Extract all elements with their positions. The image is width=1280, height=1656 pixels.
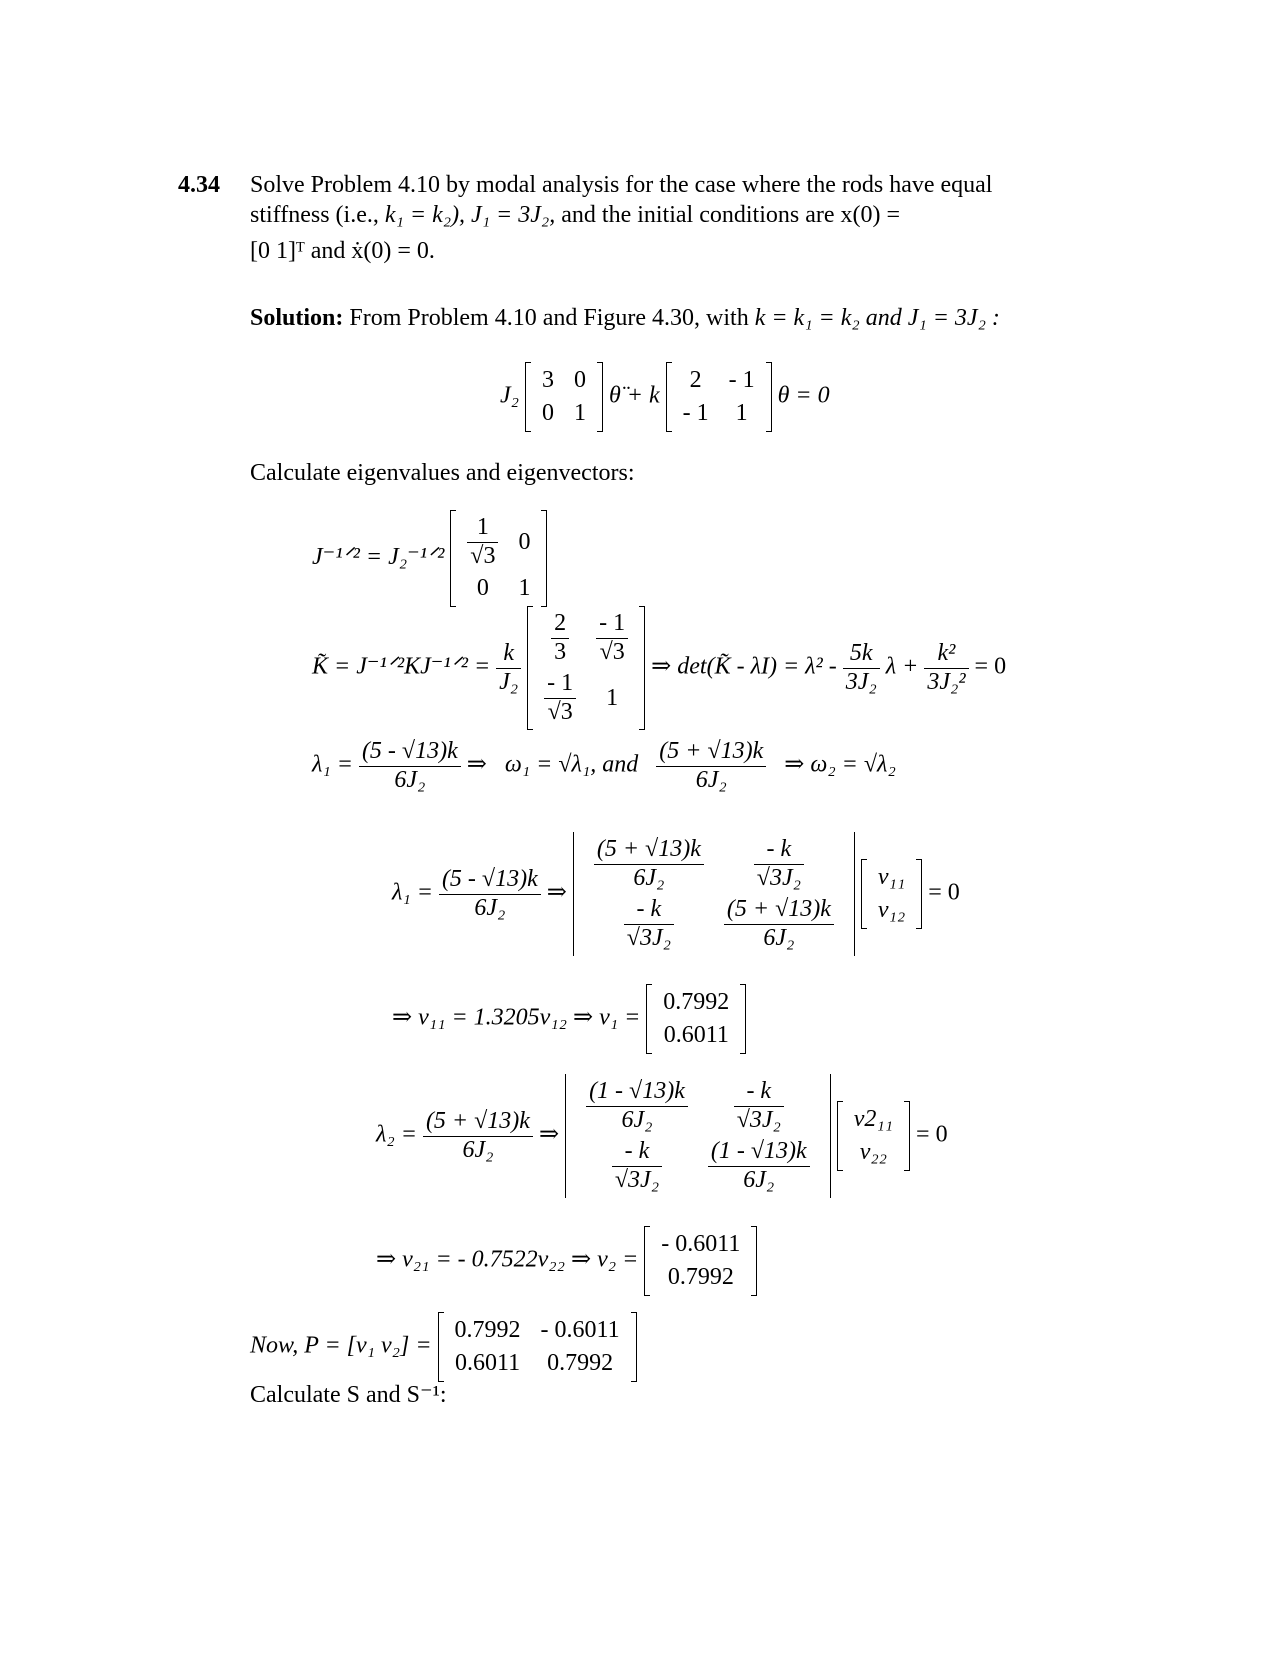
v2-lambda: λ₂ = [376,1121,417,1148]
v2-a12: $\frac{- k}{\text{√3J₂}}$ [734,1078,784,1134]
lambda1-lhs: λ₁ = [312,751,353,778]
problem-line-1: Solve Problem 4.10 by modal analysis for the case where the rods have equal [250,172,993,198]
j-inverse-sqrt [312,510,547,607]
m12: 0 [574,367,586,393]
line2-suffix: and the initial conditions are x(0) = [561,202,901,228]
line2-conditions: k₁ = k₂), J₁ = 3J₂, [384,202,556,228]
solution-line [250,305,1000,332]
problem-number: 4.34 [178,172,220,198]
final-line: Calculate S and S⁻¹: [250,1382,447,1408]
ktilde-term2: $\frac{\text{k²}}{\text{3J₂²}}$ [924,640,968,696]
p-matrix: 0.7992 - 0.6011 0.6011 0.7992 [438,1312,637,1382]
eom-rhs: θ = 0 [777,382,830,409]
line2-prefix: stiffness (i.e., [250,202,379,228]
jhalf-lhs: J⁻¹ᐟ² = J₂⁻¹ᐟ² [312,544,445,571]
jhalf-r1c2: 0 [518,528,531,555]
problem-line-2 [250,202,900,229]
omega2: ⇒ ω₂ = √λ₂ [784,751,896,778]
initial-vector: [0 1]ᵀ [250,238,305,264]
mass-matrix [525,362,603,432]
jhalf-r2c2: 1 [518,575,531,602]
eom-j: J₂ [500,382,519,409]
k11: 2 [689,367,702,393]
lambda-line [312,738,896,794]
eom-thetadd: θ̈ + k [609,382,660,409]
eigvec2-equation [376,1074,948,1198]
kt21: $\frac{- 1}{√3}$ [544,670,576,726]
ktilde-lhs: K̃ = J⁻¹ᐟ²KJ⁻¹ᐟ² = [312,653,491,680]
v2-values: - 0.6011 0.7992 [644,1226,757,1296]
solution-text: From Problem 4.10 and Figure 4.30, with [349,305,749,331]
v1-eq0: = 0 [928,879,960,906]
v2-a21: $\frac{- k}{\text{√3J₂}}$ [612,1138,662,1194]
v2-arrow: ⇒ [538,1121,560,1148]
m22: 1 [574,399,586,426]
kt12: $\frac{- 1}{√3}$ [596,610,628,666]
solution-condition: k = k₁ = k₂ and J₁ = 3J₂ : [754,305,1000,331]
eigvec1-result [392,984,746,1054]
kt22: 1 [606,684,619,711]
v1-a12: $\frac{- k}{\text{√3J₂}}$ [754,836,804,892]
solution-label: Solution: [250,305,344,331]
ktilde-k-over-j: $\frac{k}{\text{J₂}}$ [496,640,521,696]
k-tilde-equation [312,606,1006,730]
ktilde-term1: $\frac{5k}{\text{3J₂}}$ [843,640,880,696]
v2-eq0: = 0 [916,1121,948,1148]
equation-of-motion [500,362,830,432]
v1-result-text: ⇒ v₁₁ = 1.3205v₁₂ ⇒ v₁ = [392,1004,641,1031]
omega1: ω₁ = √λ₁, and [504,751,639,778]
v1-values: 0.7992 0.6011 [646,984,746,1054]
jhalf-matrix [450,510,547,607]
v2-a22: $\frac{(1 - √13)k}{\text{6J₂}}$ [708,1138,810,1194]
p-matrix-line [250,1312,637,1382]
v1-matrix [573,832,855,956]
kt11: $\frac{2}{3}$ [551,610,569,666]
p-lhs: Now, P = [v₁ v₂] = [250,1332,432,1359]
jhalf-r1c1: $\frac{1}{√3}$ [467,514,498,570]
eigvec2-result [376,1226,757,1296]
v1-a22: $\frac{(5 + √13)k}{\text{6J₂}}$ [724,896,834,952]
v1-a11: $\frac{(5 + √13)k}{\text{6J₂}}$ [594,836,704,892]
v1-unknowns: v₁₁ v₁₂ [861,859,922,929]
m11: 3 [542,367,554,393]
ktilde-mid: λ + [885,653,919,680]
problem-line-3 [250,238,435,265]
lambda2-frac: $\frac{(5 + √13)k}{\text{6J₂}}$ [656,738,766,794]
ktilde-matrix [527,606,645,730]
v2-result-text: ⇒ v₂₁ = - 0.7522v₂₂ ⇒ v₂ = [376,1246,639,1273]
v2-a11: $\frac{(1 - √13)k}{\text{6J₂}}$ [586,1078,688,1134]
v1-lambda-frac: $\frac{(5 - √13)k}{\text{6J₂}}$ [439,866,541,922]
v2-lambda-frac: $\frac{(5 + √13)k}{\text{6J₂}}$ [423,1108,533,1164]
stiffness-matrix [666,362,772,432]
ktilde-det: ⇒ det(K̃ - λI) = λ² - [651,653,837,680]
ktilde-end: = 0 [974,653,1007,680]
v1-arrow: ⇒ [546,879,567,906]
eigvec1-equation [392,832,960,956]
v2-unknowns: v2₁₁ v₂₂ [837,1101,910,1171]
lambda-arrow1: ⇒ [466,751,487,778]
v2-matrix [565,1074,831,1198]
k12: - 1 [728,367,755,393]
v1-lambda: λ₁ = [392,879,433,906]
eigen-heading: Calculate eigenvalues and eigenvectors: [250,460,635,486]
k21: - 1 [682,399,709,426]
k22: 1 [735,399,748,426]
v1-a21: $\frac{- k}{\text{√3J₂}}$ [624,896,674,952]
lambda1-frac: $\frac{(5 - √13)k}{\text{6J₂}}$ [359,738,461,794]
jhalf-r2c1: 0 [476,575,489,602]
m21: 0 [542,399,554,426]
line3-rest: and ẋ(0) = 0. [310,238,435,264]
